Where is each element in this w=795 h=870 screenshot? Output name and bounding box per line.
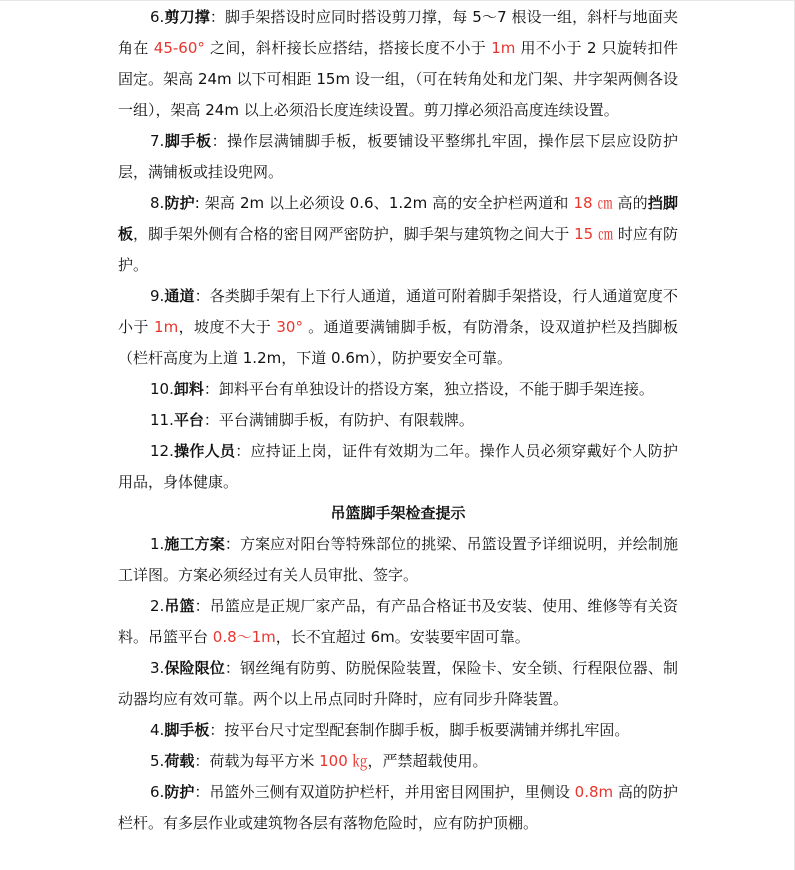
item-number: 2. [150, 597, 165, 615]
highlighted-value: 30° [276, 318, 303, 336]
item-text: 吊篮外三侧有双道防护栏杆，并用密目网围护，里侧设 [209, 783, 575, 801]
item-term: 施工方案 [164, 535, 225, 553]
item-number: 6. [150, 783, 165, 801]
item-text: 应持证上岗，证件有效期为二年。操作人员必须穿戴好个人防护用品，身体健康。 [118, 442, 678, 491]
item-colon: ： [194, 752, 210, 770]
list-item [118, 591, 678, 653]
item-term: 操作人员 [173, 442, 236, 460]
list-item [118, 436, 678, 498]
list-item [118, 715, 678, 746]
item-colon: : [194, 194, 200, 212]
item-colon: ： [203, 411, 219, 429]
item-text: 高的防护栏杆。有多层作业或建筑物各层有落物危险时，应有防护顶棚。 [118, 783, 678, 832]
highlighted-value: 0.8～1m [212, 628, 276, 646]
section-title: 吊篮脚手架检查提示 [330, 504, 466, 522]
item-number: 8. [150, 194, 165, 212]
item-text: 按平台尺寸定型配套制作脚手板，脚手板要满铺并绑扎牢固。 [224, 721, 630, 739]
item-term: 防护 [164, 194, 195, 212]
item-text: 。通道要满铺脚手板，有防滑条，设双道护栏及挡脚板（栏杆高度为上道 1.2m，下道 0.6m），防护要安全可靠。 [118, 318, 678, 367]
highlighted-value: 100 ㎏ [319, 752, 368, 770]
highlighted-value: 18 ㎝ [573, 194, 613, 212]
highlighted-value: 1m [154, 318, 179, 336]
item-number: 5. [150, 752, 165, 770]
list-item [118, 777, 678, 839]
item-colon: ： [235, 442, 251, 460]
item-text: 方案应对阳台等特殊部位的挑梁、吊篮设置予详细说明，并绘制施工详图。方案必须经过有关人员审批、签字。 [118, 535, 678, 584]
item-number: 4. [150, 721, 165, 739]
item-colon: ： [224, 659, 240, 677]
document-body [118, 2, 678, 839]
item-term: 平台 [173, 411, 204, 429]
item-text: 各类脚手架有上下行人通道，通道可附着脚手架搭设，行人通道宽度不小于 [118, 287, 678, 336]
item-text: 架高 2m 以上必须设 0.6、1.2m 高的安全护栏两道和 [199, 194, 574, 212]
highlighted-value: 1m [491, 39, 516, 57]
item-term: 脚手板 [164, 721, 210, 739]
item-term: 荷载 [164, 752, 195, 770]
list-item [118, 746, 678, 777]
item-text: 平台满铺脚手板，有防护、有限载牌。 [218, 411, 474, 429]
item-term: 卸料 [173, 380, 204, 398]
highlighted-value: 45-60° [153, 39, 205, 57]
list-item [118, 188, 678, 281]
item-text: 高的 [612, 194, 648, 212]
item-term: 脚手板 [164, 132, 212, 150]
item-number: 11. [150, 411, 174, 429]
item-text: 钢丝绳有防剪、防脱保险装置，保险卡、安全锁、行程限位器、制动器均应有效可靠。两个以上吊点同时升降时，应有同步升降装置。 [118, 659, 678, 708]
item-text: ，长不宜超过 6m。安装要牢固可靠。 [275, 628, 530, 646]
item-term: 剪刀撑 [164, 8, 210, 26]
item-colon: ： [203, 380, 219, 398]
item-colon: ： [194, 287, 210, 305]
item-colon: ： [211, 132, 228, 150]
list-item [118, 529, 678, 591]
item-number: 6. [150, 8, 165, 26]
list-item [118, 374, 678, 405]
scaffold-check-section [118, 2, 678, 498]
item-text: 荷载为每平方米 [209, 752, 320, 770]
item-number: 12. [150, 442, 174, 460]
item-number: 1. [150, 535, 165, 553]
bold-term: 挡脚板 [118, 194, 678, 243]
item-number: 7. [150, 132, 165, 150]
item-term: 吊篮 [164, 597, 195, 615]
list-item [118, 126, 678, 188]
item-number: 3. [150, 659, 165, 677]
item-colon: ： [209, 721, 225, 739]
item-term: 防护 [164, 783, 195, 801]
item-colon: ： [194, 597, 210, 615]
item-number: 9. [150, 287, 165, 305]
item-number: 10. [150, 380, 174, 398]
item-colon: ： [209, 8, 226, 26]
list-item [118, 281, 678, 374]
item-text: 之间，斜杆接长应搭结，搭接长度不小于 [204, 39, 492, 57]
highlighted-value: 15 ㎝ [574, 225, 614, 243]
item-text: 卸料平台有单独设计的搭设方案，独立搭设，不能于脚手架连接。 [218, 380, 654, 398]
item-term: 通道 [164, 287, 195, 305]
item-text: ，脚手架外侧有合格的密目网严密防护，脚手架与建筑物之间大于 [133, 225, 575, 243]
item-colon: ： [224, 535, 240, 553]
item-colon: ： [194, 783, 210, 801]
list-item [118, 2, 678, 126]
item-text: 用不小于 2 只旋转扣件固定。架高 24m 以下可相距 15m 设一组，（可在转角处和龙门架、井字架两侧各设一组），架高 24m 以上必须沿长度连续设置。剪刀撑必须沿高度连续设置。 [118, 39, 678, 119]
item-text: 操作层满铺脚手板，板要铺设平整绑扎牢固，操作层下层应设防护层，满铺板或挂设兜网。 [118, 132, 678, 181]
item-text: ，严禁超载使用。 [367, 752, 488, 770]
page-top-edge [0, 0, 795, 1]
item-term: 保险限位 [164, 659, 225, 677]
item-text: 吊篮应是正规厂家产品，有产品合格证书及安装、使用、维修等有关资料。吊篮平台 [118, 597, 678, 646]
list-item [118, 653, 678, 715]
hanging-basket-check-section [118, 529, 678, 839]
item-text: ，坡度不大于 [178, 318, 277, 336]
list-item [118, 405, 678, 436]
item-text: 时应有防护。 [118, 225, 678, 274]
highlighted-value: 0.8m [574, 783, 614, 801]
item-text: 脚手架搭设时应同时搭设剪刀撑，每 5～7 根设一组，斜杆与地面夹角在 [118, 8, 678, 57]
